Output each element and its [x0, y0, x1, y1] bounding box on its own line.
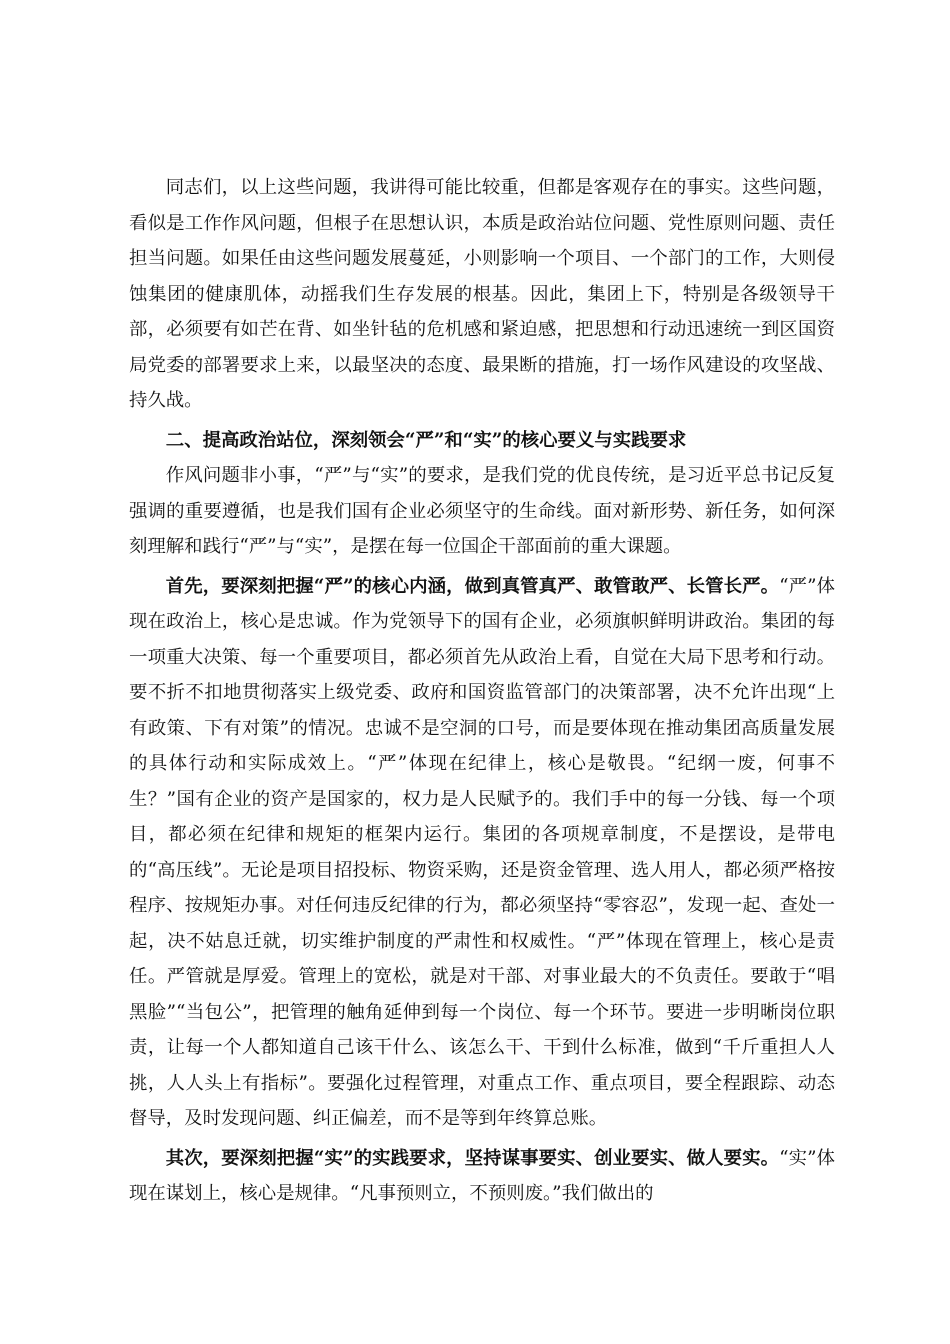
paragraph-shi-body: “实”体现在谋划上，核心是规律。“凡事预则立，不预则废。”我们做出的 — [129, 1147, 835, 1204]
paragraph-yan-shi-intro: 作风问题非小事，“严”与“实”的要求，是我们党的优良传统，是习近平总书记反复强调的重要遵循，也是我们国有企业必须坚守的生命线。面对新形势、新任务，如何深刻理解和践行“严”与“实”，是摆在每一位国企干部面前的重大课题。 — [129, 465, 835, 557]
section-heading-2: 二、提高政治站位，深刻领会“严”和“实”的核心要义与实践要求 — [165, 429, 687, 451]
paragraph-yan-body: “严”体现在政治上，核心是忠诚。作为党领导下的国有企业，必须旗帜鲜明讲政治。集团的每一项重大决策、每一个重要项目，都必须首先从政治上看，自觉在大局下思考和行动。要不折不扣地贯彻落实上级党委、政府和国资监管部门的决策部署，决不允许出现“上有政策、下有对策”的情况。忠诚不是空洞的口号，而是要体现在推动集团高质量发展的具体行动和实际成效上。“严”体现在纪律上，核心是敬畏。“纪纲一废，何事不生？”国有企业的资产是国家的，权力是人民赋予的。我们手中的每一分钱、每一个项目，都必须在纪律和规矩的框架内运行。集团的各项规章制度，不是摆设，是带电的“高压线”。无论是项目招投标、物资采购，还是资金管理、选人用人，都必须严格按程序、按规矩办事。对任何违反纪律的行为，都必须坚持“零容忍”，发现一起、查处一起，决不姑息迁就，切实维护制度的严肃性和权威性。“严”体现在管理上，核心是责任。严管就是厚爱。管理上的宽松，就是对干部、对事业最大的不负责任。要敢于“唱黑脸”“当包公”，把管理的触角延伸到每一个岗位、每一个环节。要进一步明晰岗位职责，让每一个人都知道自己该干什么、该怎么干、干到什么标准，做到“千斤重担人人挑，人人头上有指标”。要强化过程管理，对重点工作、重点项目，要全程跟踪、动态督导，及时发现问题、纠正偏差，而不是等到年终算总账。 — [129, 575, 835, 1129]
document-page — [129, 170, 835, 1212]
lead-sentence-yan: 首先，要深刻把握“严”的核心内涵，做到真管真严、敢管敢严、长管长严。 — [165, 575, 780, 597]
paragraph-shi-core — [129, 1141, 835, 1212]
paragraph-yan-core — [129, 569, 835, 1137]
lead-sentence-shi: 其次，要深刻把握“实”的实践要求，坚持谋事要实、创业要实、做人要实。 — [165, 1147, 780, 1169]
paragraph-problems-summary: 同志们，以上这些问题，我讲得可能比较重，但都是客观存在的事实。这些问题，看似是工作作风问题，但根子在思想认识，本质是政治站位问题、党性原则问题、责任担当问题。如果任由这些问题发展蔓延，小则影响一个项目、一个部门的工作，大则侵蚀集团的健康肌体，动摇我们生存发展的根基。因此，集团上下，特别是各级领导干部，必须要有如芒在背、如坐针毡的危机感和紧迫感，把思想和行动迅速统一到区国资局党委的部署要求上来，以最坚决的态度、最果断的措施，打一场作风建设的攻坚战、持久战。 — [129, 177, 835, 411]
